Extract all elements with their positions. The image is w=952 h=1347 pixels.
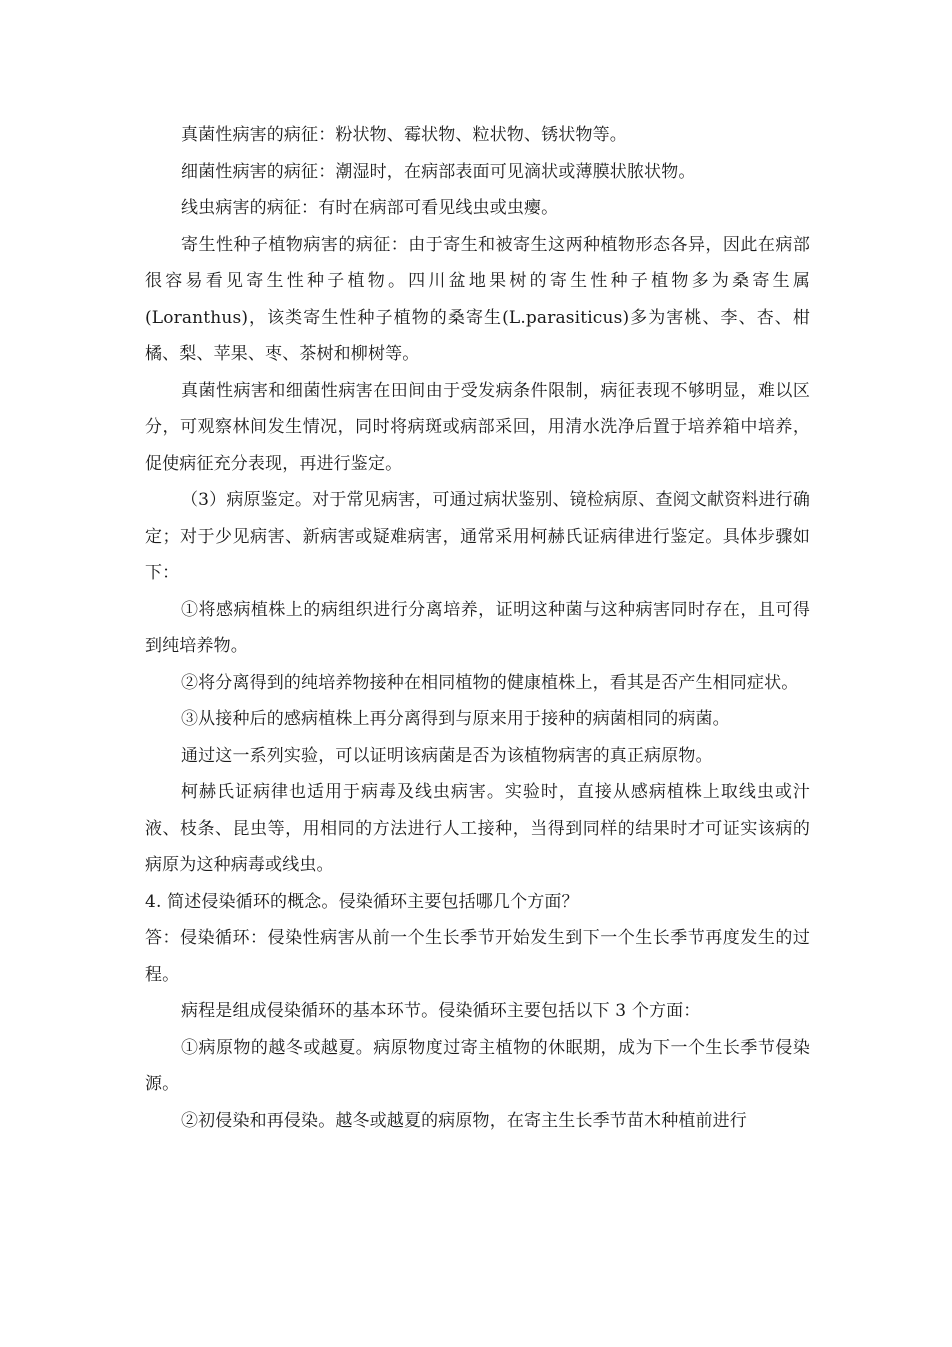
document-body [145,117,810,1139]
paragraph-field-culture: 真菌性病害和细菌性病害在田间由于受发病条件限制，病征表现不够明显，难以区分，可观察林间发生情况，同时将病斑或病部采回，用清水洗净后置于培养箱中培养，促使病征充分表现，再进行鉴定。 [145,380,810,474]
paragraph-koch-step-3: ③从接种后的感病植株上再分离得到与原来用于接种的病菌相同的病菌。 [181,709,730,729]
paragraph-koch-step-2: ②将分离得到的纯培养物接种在相同植物的健康植株上，看其是否产生相同症状。 [181,672,799,693]
question-heading: 4. 简述侵染循环的概念。侵染循环主要包括哪几个方面？ [145,891,579,912]
paragraph-koch-step-1: ①将感病植株上的病组织进行分离培养，证明这种菌与这种病害同时存在，且可得到纯培养物。 [145,599,810,656]
paragraph-answer-components: 病程是组成侵染循环的基本环节。侵染循环主要包括以下 3 个方面： [181,1001,701,1021]
paragraph-pathogen-identification: （3）病原鉴定。对于常见病害，可通过病状鉴别、镜检病原、查阅文献资料进行确定；对于少见病害、新病害或疑难病害，通常采用柯赫氏证病律进行鉴定。具体步骤如下： [145,490,810,583]
paragraph-answer-item-2: ②初侵染和再侵染。越冬或越夏的病原物，在寄主生长季节苗木种植前进行 [181,1110,747,1131]
paragraph-answer-item-1: ①病原物的越冬或越夏。病原物度过寄主植物的休眠期，成为下一个生长季节侵染源。 [145,1037,810,1094]
paragraph-koch-conclusion: 通过这一系列实验，可以证明该病菌是否为该植物病害的真正病原物。 [181,745,713,766]
paragraph-nematode-sign: 线虫病害的病征：有时在病部可看见线虫或虫瘿。 [181,198,559,218]
paragraph-fungal-sign: 真菌性病害的病征：粉状物、霉状物、粒状物、锈状物等。 [181,125,627,145]
paragraph-parasitic-plant-sign: 寄生性种子植物病害的病征：由于寄生和被寄生这两种植物形态各异，因此在病部很容易看见寄生性种子植物。四川盆地果树的寄生性种子植物多为桑寄生属(Loranthus)，该类寄生性种子植物的桑寄生(L.parasiticus)多为害桃、李、杏、柑橘、梨、苹果、枣、茶树和柳树等。 [145,234,810,364]
paragraph-bacterial-sign: 细菌性病害的病征：潮湿时，在病部表面可见滴状或薄膜状脓状物。 [181,161,696,182]
paragraph-answer-definition: 答：侵染循环：侵染性病害从前一个生长季节开始发生到下一个生长季节再度发生的过程。 [145,928,810,985]
paragraph-koch-virus-nematode: 柯赫氏证病律也适用于病毒及线虫病害。实验时，直接从感病植株上取线虫或汁液、枝条、昆虫等，用相同的方法进行人工接种，当得到同样的结果时才可证实该病的病原为这种病毒或线虫。 [145,782,810,875]
